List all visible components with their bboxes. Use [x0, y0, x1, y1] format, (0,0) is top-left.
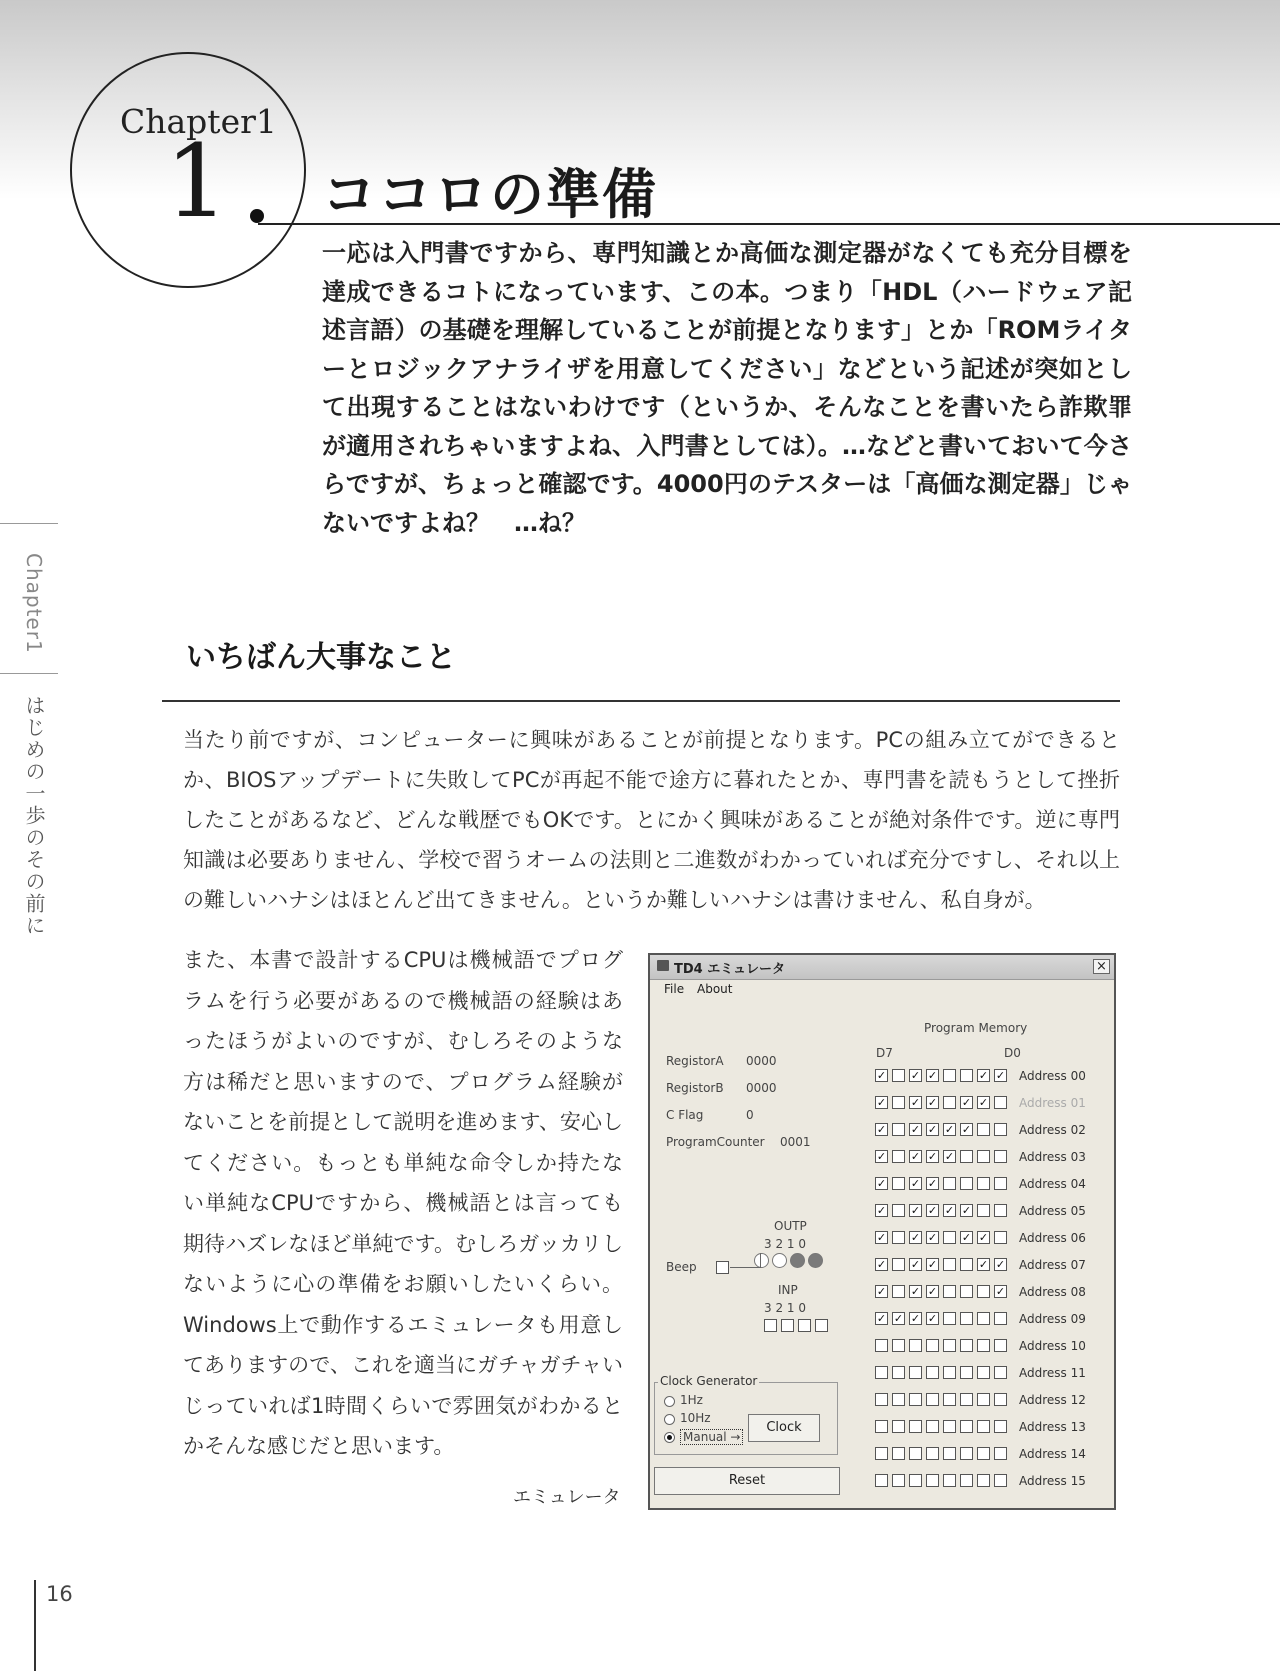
memory-bit-checkbox[interactable]: ✓	[995, 1285, 1006, 1298]
memory-bit-checkbox[interactable]: ✓	[876, 1123, 887, 1136]
register-a-value: 0000	[746, 1054, 777, 1068]
memory-bit-checkbox[interactable]	[994, 1123, 1007, 1136]
memory-address-label: Address 00	[1019, 1069, 1086, 1083]
memory-bit-checkbox[interactable]	[977, 1150, 990, 1163]
clock-1hz-radio[interactable]	[664, 1396, 675, 1407]
memory-bit-checkbox[interactable]: ✓	[876, 1204, 887, 1217]
clock-manual-label: Manual →	[680, 1429, 743, 1445]
memory-bit-checkbox[interactable]: ✓	[978, 1258, 989, 1271]
memory-bit-checkbox[interactable]: ✓	[927, 1177, 938, 1190]
memory-bit-checkbox[interactable]	[994, 1096, 1007, 1109]
memory-bit-checkbox[interactable]	[909, 1474, 922, 1487]
memory-address-label: Address 03	[1019, 1150, 1086, 1164]
clock-button[interactable]: Clock	[748, 1414, 820, 1442]
memory-bit-checkbox[interactable]: ✓	[927, 1096, 938, 1109]
outp-bit-labels: 3 2 1 0	[764, 1237, 806, 1251]
memory-bit-checkbox[interactable]	[960, 1447, 973, 1460]
memory-bit-checkbox[interactable]: ✓	[876, 1312, 887, 1325]
memory-bit-checkbox[interactable]	[960, 1339, 973, 1352]
output-led	[772, 1253, 787, 1268]
memory-bit-checkbox[interactable]	[875, 1447, 888, 1460]
register-a-label: RegistorA	[666, 1054, 724, 1068]
sidebar-rule-top	[0, 523, 58, 524]
memory-address-label: Address 14	[1019, 1447, 1086, 1461]
memory-bit-checkbox[interactable]: ✓	[927, 1258, 938, 1271]
memory-bit-checkbox[interactable]: ✓	[910, 1312, 921, 1325]
memory-bit-checkbox[interactable]: ✓	[910, 1231, 921, 1244]
memory-bit-checkbox[interactable]	[892, 1474, 905, 1487]
beep-checkbox[interactable]	[716, 1261, 729, 1274]
inp-bit0-checkbox[interactable]	[815, 1319, 828, 1332]
memory-bit-checkbox[interactable]	[960, 1285, 973, 1298]
memory-bit-checkbox[interactable]	[977, 1204, 990, 1217]
memory-bit-checkbox[interactable]: ✓	[876, 1069, 887, 1082]
memory-address-label: Address 12	[1019, 1393, 1086, 1407]
sidebar-rule-mid	[0, 673, 58, 674]
memory-bit-checkbox[interactable]	[943, 1393, 956, 1406]
memory-bit-checkbox[interactable]: ✓	[910, 1096, 921, 1109]
sidebar-chapter-label: Chapter1	[22, 553, 46, 654]
memory-bit-checkbox[interactable]: ✓	[876, 1096, 887, 1109]
memory-bit-checkbox[interactable]	[892, 1096, 905, 1109]
chapter-dot	[250, 209, 264, 223]
memory-bit-checkbox[interactable]	[892, 1204, 905, 1217]
inp-bit1-checkbox[interactable]	[798, 1319, 811, 1332]
output-led	[808, 1253, 823, 1268]
memory-bit-checkbox[interactable]: ✓	[910, 1204, 921, 1217]
memory-bit-checkbox[interactable]: ✓	[995, 1069, 1006, 1082]
memory-address-label: Address 09	[1019, 1312, 1086, 1326]
memory-bit-checkbox[interactable]: ✓	[910, 1150, 921, 1163]
memory-bit-checkbox[interactable]	[909, 1366, 922, 1379]
d7-label: D7	[876, 1046, 893, 1060]
memory-bit-checkbox[interactable]	[943, 1231, 956, 1244]
memory-bit-checkbox[interactable]	[960, 1258, 973, 1271]
register-b-value: 0000	[746, 1081, 777, 1095]
clock-1hz-label: 1Hz	[680, 1393, 703, 1407]
register-b-label: RegistorB	[666, 1081, 724, 1095]
page-number: 16	[46, 1582, 73, 1606]
memory-bit-checkbox[interactable]	[994, 1177, 1007, 1190]
app-icon	[657, 960, 669, 971]
memory-address-label: Address 06	[1019, 1231, 1086, 1245]
sidebar-title: はじめの一歩のその前に	[22, 695, 46, 937]
clock-10hz-label: 10Hz	[680, 1411, 711, 1425]
memory-bit-checkbox[interactable]	[960, 1393, 973, 1406]
memory-bit-checkbox[interactable]	[926, 1366, 939, 1379]
memory-bit-checkbox[interactable]	[875, 1474, 888, 1487]
memory-bit-checkbox[interactable]: ✓	[978, 1069, 989, 1082]
inp-bit2-checkbox[interactable]	[781, 1319, 794, 1332]
memory-bit-checkbox[interactable]	[892, 1447, 905, 1460]
menu-about[interactable]: About	[697, 982, 733, 996]
memory-bit-checkbox[interactable]: ✓	[876, 1231, 887, 1244]
memory-bit-checkbox[interactable]	[926, 1339, 939, 1352]
memory-bit-checkbox[interactable]	[994, 1420, 1007, 1433]
memory-bit-checkbox[interactable]	[960, 1474, 973, 1487]
memory-bit-checkbox[interactable]: ✓	[927, 1069, 938, 1082]
memory-bit-checkbox[interactable]: ✓	[876, 1285, 887, 1298]
memory-bit-checkbox[interactable]: ✓	[910, 1177, 921, 1190]
memory-bit-checkbox[interactable]	[977, 1285, 990, 1298]
d0-label: D0	[1004, 1046, 1021, 1060]
clock-10hz-radio[interactable]	[664, 1414, 675, 1425]
memory-bit-checkbox[interactable]	[892, 1177, 905, 1190]
memory-bit-checkbox[interactable]: ✓	[927, 1231, 938, 1244]
beep-wire-vertical	[760, 1253, 761, 1268]
memory-bit-checkbox[interactable]	[994, 1231, 1007, 1244]
memory-bit-checkbox[interactable]	[943, 1420, 956, 1433]
memory-bit-checkbox[interactable]	[960, 1366, 973, 1379]
memory-bit-checkbox[interactable]	[943, 1366, 956, 1379]
beep-label: Beep	[666, 1260, 697, 1274]
memory-bit-checkbox[interactable]	[960, 1420, 973, 1433]
memory-bit-checkbox[interactable]	[909, 1393, 922, 1406]
memory-bit-checkbox[interactable]	[977, 1474, 990, 1487]
section-paragraph-1: 当たり前ですが、コンピューターに興味があることが前提となります。PCの組み立てができるとか、BIOSアップデートに失敗してPCが再起不能で途方に暮れたとか、専門書を読もうとして挫折したことがあるなど、どんな戦歴でもOKです。とにかく興味があることが絶対条件です。逆に専門知識は必要ありません、学校で習うオームの法則と二進数がわかっていれば充分ですし、それ以上の難しいハナシはほとんど出てきません。というか難しいハナシは書けません、私自身が。	[183, 728, 1120, 912]
memory-bit-checkbox[interactable]	[994, 1150, 1007, 1163]
reset-button[interactable]: Reset	[654, 1467, 840, 1495]
chapter-word: Chapter1	[120, 102, 277, 141]
memory-address-label: Address 11	[1019, 1366, 1086, 1380]
program-counter-label: ProgramCounter	[666, 1135, 765, 1149]
outp-label: OUTP	[774, 1219, 807, 1233]
memory-bit-checkbox[interactable]	[892, 1123, 905, 1136]
memory-bit-checkbox[interactable]	[977, 1123, 990, 1136]
memory-bit-checkbox[interactable]: ✓	[995, 1258, 1006, 1271]
page-number-bar	[34, 1580, 36, 1671]
memory-bit-checkbox[interactable]: ✓	[927, 1123, 938, 1136]
beep-wire	[730, 1267, 760, 1268]
carry-flag-value: 0	[746, 1108, 754, 1122]
memory-bit-checkbox[interactable]	[909, 1420, 922, 1433]
memory-bit-checkbox[interactable]	[977, 1339, 990, 1352]
memory-bit-checkbox[interactable]	[892, 1366, 905, 1379]
memory-bit-checkbox[interactable]	[926, 1474, 939, 1487]
chapter-lead: 一応は入門書ですから、専門知識とか高価な測定器がなくても充分目標を達成できるコトになっています、この本。つまり「HDL（ハードウェア記述言語）の基礎を理解していることが前提となります」とか「ROMライターとロジックアナライザを用意してください」などという記述が突如として出現することはないわけです（というか、そんなことを書いたら詐欺罪が適用されちゃいますよね、入門書としては）。…などと書いておいて今さらですが、ちょっと確認です。4000円のテスターは「高価な測定器」じゃないですよね？ …ね？	[322, 239, 1132, 537]
memory-address-label: Address 02	[1019, 1123, 1086, 1137]
memory-bit-checkbox[interactable]	[994, 1366, 1007, 1379]
memory-bit-checkbox[interactable]: ✓	[910, 1285, 921, 1298]
section-heading: いちばん大事なこと	[186, 640, 456, 675]
memory-bit-checkbox[interactable]	[943, 1177, 956, 1190]
memory-address-label: Address 05	[1019, 1204, 1086, 1218]
memory-bit-checkbox[interactable]	[977, 1312, 990, 1325]
section-paragraph-2: また、本書で設計するCPUは機械語でプログラムを行う必要があるので機械語の経験はあったほうがよいのですが、むしろそのような方は稀だと思いますので、プログラム経験がないことを前提として説明を進めます、安心してください。もっとも単純な命令しか持たない単純なCPUですから、機械語とは言っても期待ハズレなほど単純です。むしろガッカリしないように心の準備をお願いしたいくらい。Windows上で動作するエミュレータも用意してありますので、これを適当にガチャガチャいじっていれば1時間くらいで雰囲気がわかるとかそんな感じだと思います。	[183, 948, 623, 1458]
memory-bit-checkbox[interactable]	[977, 1366, 990, 1379]
memory-bit-checkbox[interactable]	[875, 1420, 888, 1433]
memory-bit-checkbox[interactable]	[943, 1069, 956, 1082]
memory-bit-checkbox[interactable]	[994, 1339, 1007, 1352]
memory-bit-checkbox[interactable]	[994, 1204, 1007, 1217]
section-rule	[162, 700, 1120, 702]
clock-generator-label: Clock Generator	[660, 1374, 758, 1388]
memory-bit-checkbox[interactable]: ✓	[961, 1096, 972, 1109]
carry-flag-label: C Flag	[666, 1108, 704, 1122]
memory-bit-checkbox[interactable]	[943, 1312, 956, 1325]
memory-bit-checkbox[interactable]	[892, 1231, 905, 1244]
memory-bit-checkbox[interactable]	[977, 1420, 990, 1433]
memory-bit-checkbox[interactable]	[875, 1366, 888, 1379]
emulator-window	[648, 953, 1116, 1510]
memory-bit-checkbox[interactable]	[892, 1420, 905, 1433]
memory-address-label: Address 13	[1019, 1420, 1086, 1434]
program-counter-value: 0001	[780, 1135, 811, 1149]
memory-bit-checkbox[interactable]	[892, 1393, 905, 1406]
memory-bit-checkbox[interactable]: ✓	[944, 1123, 955, 1136]
clock-manual-radio[interactable]	[664, 1432, 675, 1443]
memory-bit-checkbox[interactable]	[960, 1312, 973, 1325]
memory-address-label: Address 04	[1019, 1177, 1086, 1191]
memory-bit-checkbox[interactable]: ✓	[961, 1204, 972, 1217]
memory-bit-checkbox[interactable]: ✓	[910, 1258, 921, 1271]
memory-bit-checkbox[interactable]	[926, 1393, 939, 1406]
figure-caption: エミュレータ	[513, 1487, 621, 1508]
memory-bit-checkbox[interactable]	[909, 1339, 922, 1352]
memory-bit-checkbox[interactable]	[909, 1447, 922, 1460]
memory-bit-checkbox[interactable]: ✓	[927, 1312, 938, 1325]
memory-address-label: Address 07	[1019, 1258, 1086, 1272]
memory-bit-checkbox[interactable]: ✓	[876, 1177, 887, 1190]
memory-bit-checkbox[interactable]: ✓	[961, 1123, 972, 1136]
memory-bit-checkbox[interactable]	[994, 1393, 1007, 1406]
memory-bit-checkbox[interactable]: ✓	[893, 1312, 904, 1325]
memory-address-label: Address 08	[1019, 1285, 1086, 1299]
memory-bit-checkbox[interactable]	[960, 1069, 973, 1082]
memory-bit-checkbox[interactable]	[892, 1339, 905, 1352]
output-led	[790, 1253, 805, 1268]
memory-bit-checkbox[interactable]	[977, 1177, 990, 1190]
memory-bit-checkbox[interactable]	[926, 1420, 939, 1433]
memory-bit-checkbox[interactable]	[926, 1447, 939, 1460]
memory-bit-checkbox[interactable]	[943, 1096, 956, 1109]
memory-bit-checkbox[interactable]	[994, 1312, 1007, 1325]
memory-bit-checkbox[interactable]	[892, 1150, 905, 1163]
memory-bit-checkbox[interactable]	[875, 1339, 888, 1352]
memory-bit-checkbox[interactable]	[943, 1339, 956, 1352]
memory-bit-checkbox[interactable]: ✓	[944, 1204, 955, 1217]
memory-bit-checkbox[interactable]	[977, 1447, 990, 1460]
memory-address-label: Address 10	[1019, 1339, 1086, 1353]
memory-address-label: Address 15	[1019, 1474, 1086, 1488]
memory-bit-checkbox[interactable]	[994, 1474, 1007, 1487]
chapter-number: 1	[165, 123, 229, 240]
memory-bit-checkbox[interactable]	[994, 1447, 1007, 1460]
memory-bit-checkbox[interactable]	[960, 1177, 973, 1190]
memory-bit-checkbox[interactable]	[943, 1474, 956, 1487]
memory-address-label: Address 01	[1019, 1096, 1086, 1110]
inp-bit-labels: 3 2 1 0	[764, 1301, 806, 1315]
close-button[interactable]: ×	[1093, 959, 1110, 974]
output-led	[754, 1253, 769, 1268]
memory-bit-checkbox[interactable]: ✓	[927, 1285, 938, 1298]
memory-bit-checkbox[interactable]: ✓	[961, 1231, 972, 1244]
chapter-title: ココロの準備	[322, 163, 658, 226]
memory-bit-checkbox[interactable]	[943, 1447, 956, 1460]
memory-bit-checkbox[interactable]	[943, 1258, 956, 1271]
memory-bit-checkbox[interactable]: ✓	[876, 1258, 887, 1271]
memory-bit-checkbox[interactable]: ✓	[927, 1150, 938, 1163]
memory-bit-checkbox[interactable]: ✓	[910, 1123, 921, 1136]
inp-bit3-checkbox[interactable]	[764, 1319, 777, 1332]
memory-bit-checkbox[interactable]	[960, 1150, 973, 1163]
menu-file[interactable]: File	[664, 982, 685, 996]
memory-bit-checkbox[interactable]: ✓	[978, 1231, 989, 1244]
program-memory-label: Program Memory	[924, 1021, 1028, 1035]
memory-bit-checkbox[interactable]	[892, 1069, 905, 1082]
inp-label: INP	[778, 1283, 798, 1297]
memory-bit-checkbox[interactable]: ✓	[910, 1069, 921, 1082]
emulator-titlebar	[650, 955, 1114, 980]
memory-bit-checkbox[interactable]	[977, 1393, 990, 1406]
emulator-title: TD4 エミュレータ	[674, 962, 785, 977]
memory-bit-checkbox[interactable]	[892, 1285, 905, 1298]
memory-bit-checkbox[interactable]: ✓	[927, 1204, 938, 1217]
memory-bit-checkbox[interactable]: ✓	[876, 1150, 887, 1163]
memory-bit-checkbox[interactable]	[892, 1258, 905, 1271]
memory-bit-checkbox[interactable]	[875, 1393, 888, 1406]
memory-bit-checkbox[interactable]	[943, 1285, 956, 1298]
memory-bit-checkbox[interactable]: ✓	[978, 1096, 989, 1109]
memory-bit-checkbox[interactable]: ✓	[944, 1150, 955, 1163]
